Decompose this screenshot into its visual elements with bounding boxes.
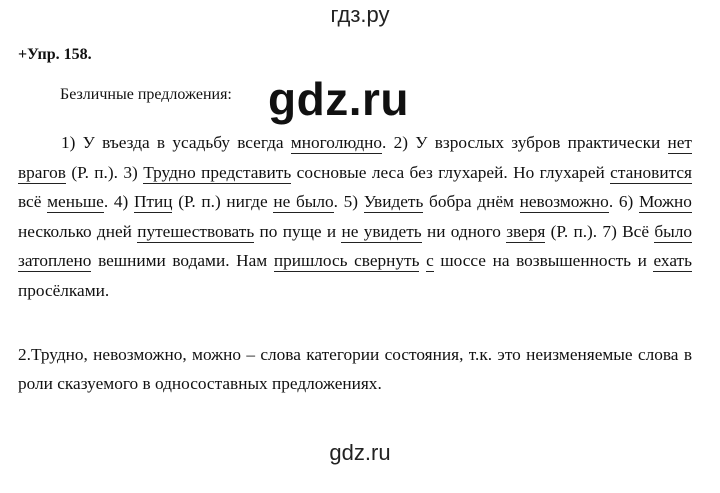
text-segment: . 4) (103, 192, 129, 212)
text-segment: ни одного (426, 221, 501, 241)
text-segment: шоссе на возвышенность и (440, 251, 647, 271)
section-heading: Безличные предложения: (60, 86, 232, 103)
predicate: нет врагов (18, 133, 692, 182)
watermark: gdz.ru (268, 73, 409, 125)
text-segment: сосновые леса без глухарей. Но глухарей (296, 162, 605, 182)
predicate: Можно (638, 192, 692, 212)
predicate: ехать (653, 251, 692, 271)
exercise-body (18, 128, 692, 306)
predicate: Увидеть (363, 192, 424, 212)
site-footer: gdz.ru (329, 440, 391, 465)
predicate: не было (273, 192, 334, 212)
text-segment: (Р. п.) нигде (178, 192, 268, 212)
text-segment: бобра днём (429, 192, 514, 212)
note-text: 2.Трудно, невозможно, можно – слова категории состояния, т.к. это неизменяемые слова в роли сказуемого в односоставных предложениях. (18, 345, 692, 393)
predicate: не увидеть (341, 221, 422, 241)
predicate: с (426, 251, 434, 271)
text-segment: . 6) (608, 192, 634, 212)
text-segment: (Р. п.). 3) (71, 162, 138, 182)
text-segment: всё (18, 192, 42, 212)
note-paragraph (18, 340, 692, 398)
predicate: пришлось свернуть (273, 251, 420, 271)
predicate: невозможно (519, 192, 609, 212)
sentences-paragraph (18, 128, 692, 306)
predicate: Трудно представить (143, 162, 292, 182)
text-segment: . 5) (333, 192, 359, 212)
text-segment: несколько дней (18, 221, 132, 241)
text-segment: вешними водами. Нам (98, 251, 268, 271)
site-header: гдз.ру (330, 2, 390, 27)
predicate: было (654, 221, 692, 241)
text-segment: по пуще и (259, 221, 337, 241)
predicate: Птиц (133, 192, 173, 212)
text-segment: (Р. п.). 7) Всё (550, 221, 649, 241)
predicate: меньше (47, 192, 104, 212)
predicate: зверя (506, 221, 546, 241)
exercise-title: +Упр. 158. (18, 46, 92, 63)
text-segment: . 2) У взрослых зубров практически (382, 133, 661, 152)
predicate: затоплено (18, 251, 92, 271)
text-segment: просёлками. (18, 280, 110, 300)
predicate: многолюдно (290, 133, 383, 152)
text-segment: 1) У въезда в усадьбу всегда (61, 133, 284, 152)
predicate: путешествовать (137, 221, 255, 241)
predicate: становится (610, 162, 692, 182)
